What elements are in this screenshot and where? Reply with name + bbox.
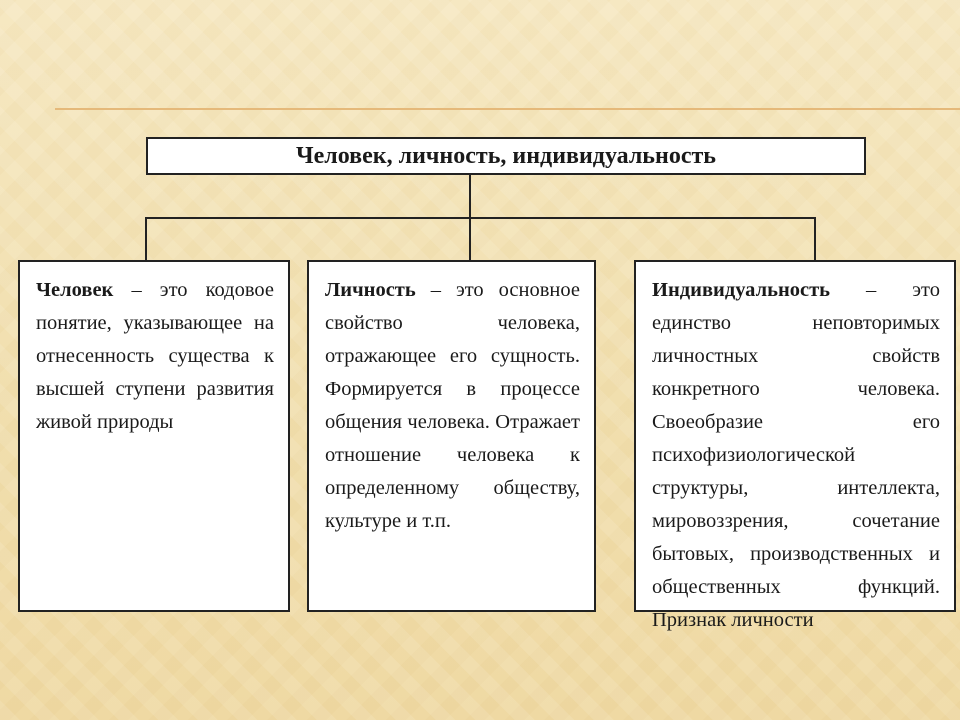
connector-trunk (469, 175, 471, 219)
definition-box-personality (307, 260, 596, 612)
connector-right (814, 217, 816, 261)
definition-box-individuality (634, 260, 956, 631)
accent-line (55, 108, 960, 110)
diagram-title: Человек, личность, индивидуальность (146, 137, 866, 175)
definition-term: Личность (325, 279, 416, 301)
definition-box-person (18, 260, 290, 612)
definition-text: – это основное свойство человека, отражающее его сущность. Формируется в процессе общения человека. Отражает отношение человека к определенному обществу, культуре и т.п. (325, 279, 580, 532)
connector-middle (469, 217, 471, 261)
definition-text: – это единство неповторимых личностных свойств конкретного человека. Своеобразие его психофизиологической структуры, интеллекта, мировоззрения, сочетание бытовых, производственных и общественных функций. Признак личности (652, 279, 940, 631)
connector-left (145, 217, 147, 261)
connector-horizontal (145, 217, 816, 219)
definition-term: Человек (36, 279, 114, 301)
definition-term: Индивидуальность (652, 279, 831, 301)
definition-text: – это кодовое понятие, указывающее на отнесенность существа к высшей ступени развития живой природы (36, 279, 274, 433)
